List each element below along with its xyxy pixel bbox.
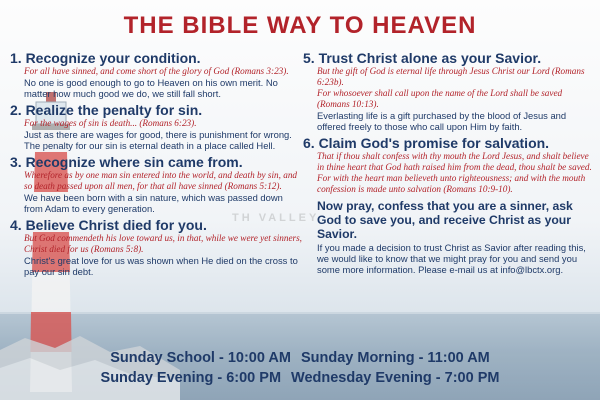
step-verse: For the wages of sin is death... (Romans 6:23). bbox=[24, 118, 197, 128]
step-text: Just as there are wages for good, there is punishment for wrong. The penalty for our sin is eternal death in a place called Hell. bbox=[24, 129, 292, 151]
step-verse: But the gift of God is eternal life through Jesus Christ our Lord (Romans 6:23b). bbox=[317, 66, 585, 87]
service-schedule bbox=[0, 348, 600, 388]
watermark-text: TH VALLEY bbox=[232, 212, 320, 224]
schedule-row-2 bbox=[0, 368, 600, 388]
step-verse: Wherefore as by one man sin entered into the world, and death by sin, and so death passed upon all men, for that all have sinned (Romans 5:12). bbox=[24, 170, 298, 191]
step-4 bbox=[10, 217, 302, 277]
step-verse: But God commendeth his love toward us, in that, while we were yet sinners, Christ died for us (Romans 5:8). bbox=[24, 233, 302, 254]
step-heading: 1. Recognize your condition. bbox=[10, 50, 201, 66]
left-column bbox=[10, 50, 302, 280]
wednesday-evening-time: Wednesday Evening - 7:00 PM bbox=[291, 370, 500, 386]
step-heading: 3. Recognize where sin came from. bbox=[10, 154, 243, 170]
step-verse-2: For whosoever shall call upon the name of the Lord shall be saved (Romans 10:13). bbox=[317, 88, 563, 109]
step-5 bbox=[303, 50, 595, 132]
prayer-section bbox=[303, 199, 595, 275]
step-6 bbox=[303, 135, 595, 195]
step-heading: 4. Believe Christ died for you. bbox=[10, 217, 207, 233]
step-3 bbox=[10, 154, 302, 214]
step-2 bbox=[10, 102, 302, 151]
prayer-text: If you made a decision to trust Christ as Savior after reading this, we would like to know that we might pray for you and send you some more information. Please e-mail us at info@lbctx.org. bbox=[317, 242, 586, 275]
step-heading: 5. Trust Christ alone as your Savior. bbox=[303, 50, 542, 66]
step-heading: 2. Realize the penalty for sin. bbox=[10, 102, 203, 118]
sunday-evening-time: Sunday Evening - 6:00 PM bbox=[100, 370, 282, 386]
prayer-heading: Now pray, confess that you are a sinner, ask God to save you, and receive Christ as your Savior. bbox=[317, 199, 573, 241]
step-1 bbox=[10, 50, 302, 99]
step-text: Christ's great love for us was shown when He died on the cross to pay our sin debt. bbox=[24, 255, 298, 277]
schedule-row-1 bbox=[0, 348, 600, 368]
sunday-morning-time: Sunday Morning - 11:00 AM bbox=[300, 350, 490, 366]
step-text: Everlasting life is a gift purchased by the blood of Jesus and offered freely to those who call upon Him by faith. bbox=[317, 110, 567, 132]
step-verse: That if thou shalt confess with thy mouth the Lord Jesus, and shalt believe in thine heart that God hath raised him from the dead, thou shalt be saved. For with the heart man believeth unto righteousness; and with the mouth confession is made unto salvation (Romans 10:9-10). bbox=[317, 151, 592, 194]
step-verse: For all have sinned, and come short of the glory of God (Romans 3:23). bbox=[24, 66, 289, 76]
sunday-school-time: Sunday School - 10:00 AM bbox=[110, 350, 291, 366]
step-heading: 6. Claim God's promise for salvation. bbox=[303, 135, 550, 151]
right-column bbox=[303, 50, 595, 275]
step-text: We have been born with a sin nature, which was passed down from Adam to every generation. bbox=[24, 192, 283, 214]
step-text: No one is good enough to go to Heaven on his own merit. No matter how much good we do, we still fall short. bbox=[24, 77, 278, 99]
page-title: THE BIBLE WAY TO HEAVEN bbox=[123, 12, 477, 39]
